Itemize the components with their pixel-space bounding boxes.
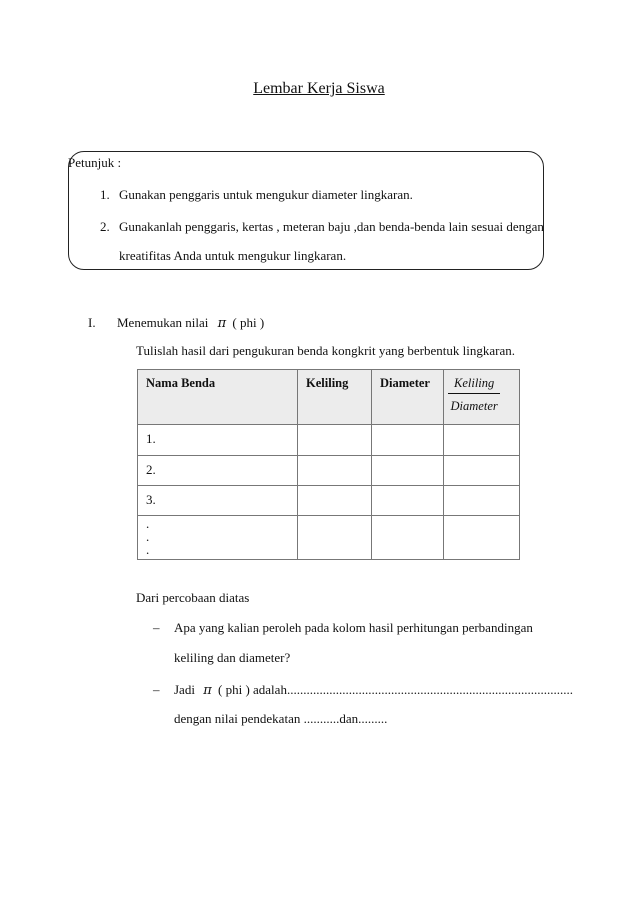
measurement-table [137,369,520,560]
question-2-answer-line: ( phi ) adalah........................................................................................ [218,682,573,697]
ratio-cell[interactable] [444,516,520,560]
row-number: 3. [138,486,298,516]
bullet-dash: – [153,682,160,697]
section-number: I. [88,315,96,330]
row-continuation [138,516,298,560]
row-number: 1. [138,425,298,456]
keliling-cell[interactable] [298,516,372,560]
question-2-line1 [174,682,573,698]
diameter-cell[interactable] [372,486,444,516]
conclusion-intro: Dari percobaan diatas [136,590,250,605]
header-nama-benda: Nama Benda [138,370,298,425]
row-number: 2. [138,456,298,486]
question-2-text: Jadi [174,682,195,697]
page-title: Lembar Kerja Siswa [253,80,385,97]
keliling-cell[interactable] [298,456,372,486]
pi-symbol: π [217,316,227,331]
section-heading-text: Menemukan nilai [117,315,209,330]
header-keliling: Keliling [298,370,372,425]
header-diameter: Diameter [372,370,444,425]
instruction-2-number: 2. [100,219,110,234]
instruction-1-number: 1. [100,187,110,202]
continuation-dot: . [146,516,150,531]
table-row [138,456,520,486]
continuation-dot: . [146,542,150,557]
table-row [138,425,520,456]
instruction-2-text-line2: kreatifitas Anda untuk mengukur lingkaran. [119,248,347,263]
ratio-cell[interactable] [444,486,520,516]
ratio-numerator: Keliling [448,376,500,394]
header-ratio [444,370,520,425]
table-header-row [138,370,520,425]
keliling-cell[interactable] [298,486,372,516]
table-row [138,516,520,560]
diameter-cell[interactable] [372,516,444,560]
keliling-cell[interactable] [298,425,372,456]
ratio-cell[interactable] [444,425,520,456]
bullet-dash: – [153,620,160,635]
ratio-denominator: Diameter [450,399,498,413]
section-heading-phi: ( phi ) [232,315,265,330]
section-heading [117,315,264,331]
ratio-cell[interactable] [444,456,520,486]
continuation-dot: . [146,529,150,544]
instruction-2-text-line1: Gunakanlah penggaris, kertas , meteran baju ,dan benda-benda lain sesuai dengan [119,219,544,234]
table-row [138,486,520,516]
diameter-cell[interactable] [372,425,444,456]
instruction-1-text: Gunakan penggaris untuk mengukur diameter lingkaran. [119,187,413,202]
question-1-line2: keliling dan diameter? [174,650,291,665]
question-1-line1: Apa yang kalian peroleh pada kolom hasil perhitungan perbandingan [174,620,533,635]
table-instruction: Tulislah hasil dari pengukuran benda kongkrit yang berbentuk lingkaran. [136,343,515,358]
ratio-fraction [448,376,500,414]
diameter-cell[interactable] [372,456,444,486]
instructions-heading: Petunjuk : [68,155,122,170]
question-2-line2: dengan nilai pendekatan ...........dan......... [174,711,388,726]
pi-symbol: π [203,683,212,698]
